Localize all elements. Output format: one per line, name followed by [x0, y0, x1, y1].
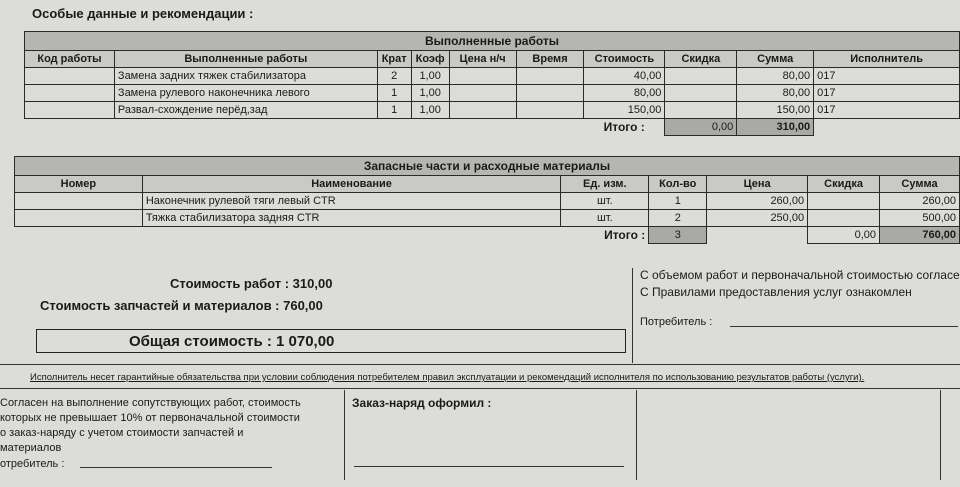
footer-consumer-label: отребитель : — [0, 458, 65, 470]
work-price-nh — [449, 68, 516, 85]
part-discount — [808, 193, 880, 210]
parts-total-label-spacer — [15, 227, 561, 244]
part-price: 250,00 — [707, 210, 808, 227]
part-qty: 2 — [649, 210, 707, 227]
work-discount — [665, 68, 737, 85]
footer-consumer-signature-line — [80, 467, 272, 468]
col-price-nh: Цена н/ч — [449, 51, 516, 68]
footer-divider — [344, 390, 345, 480]
part-qty: 1 — [649, 193, 707, 210]
work-discount — [665, 102, 737, 119]
agree-line: материалов — [0, 442, 62, 454]
table-row — [25, 68, 960, 85]
part-unit: шт. — [561, 210, 649, 227]
table-row — [25, 85, 960, 102]
work-koef: 1,00 — [411, 102, 449, 119]
part-unit: шт. — [561, 193, 649, 210]
col-discount: Скидка — [665, 51, 737, 68]
work-price-nh — [449, 85, 516, 102]
work-code — [25, 85, 115, 102]
parts-cost-summary: Стоимость запчастей и материалов : 760,00 — [40, 298, 323, 313]
work-sum: 80,00 — [737, 85, 814, 102]
consent-line-2: С Правилами предоставления услуг ознакомлен — [640, 285, 912, 299]
work-time — [516, 68, 584, 85]
part-sum: 500,00 — [880, 210, 960, 227]
work-koef: 1,00 — [411, 85, 449, 102]
footer-divider — [940, 390, 941, 480]
col-work-code: Код работы — [25, 51, 115, 68]
work-discount — [665, 85, 737, 102]
work-krat: 1 — [377, 85, 411, 102]
work-code — [25, 102, 115, 119]
order-issued-label: Заказ-наряд оформил : — [352, 396, 492, 410]
work-time — [516, 85, 584, 102]
col-cost: Стоимость — [584, 51, 665, 68]
col-sum: Сумма — [737, 51, 814, 68]
work-name: Замена рулевого наконечника левого — [114, 85, 377, 102]
footer-divider — [636, 390, 637, 480]
col-unit: Ед. изм. — [561, 176, 649, 193]
col-price: Цена — [707, 176, 808, 193]
work-krat: 1 — [377, 102, 411, 119]
parts-total-label: Итого : — [604, 228, 646, 243]
part-name: Наконечник рулевой тяги левый CTR — [142, 193, 561, 210]
section-divider — [0, 388, 960, 389]
agree-line: которых не превышает 10% от первоначальной стоимости — [0, 412, 300, 424]
col-part-discount: Скидка — [808, 176, 880, 193]
works-band-title: Выполненные работы — [25, 32, 960, 51]
col-qty: Кол-во — [649, 176, 707, 193]
work-code — [25, 68, 115, 85]
parts-total-discount: 0,00 — [808, 227, 880, 244]
parts-band-title: Запасные части и расходные материалы — [15, 157, 960, 176]
col-executor: Исполнитель — [814, 51, 960, 68]
table-row — [25, 102, 960, 119]
work-koef: 1,00 — [411, 68, 449, 85]
consent-line-1: С объемом работ и первоначальной стоимостью согласе — [640, 268, 960, 282]
part-sum: 260,00 — [880, 193, 960, 210]
work-cost: 80,00 — [584, 85, 665, 102]
agree-line: Согласен на выполнение сопутствующих работ, стоимость — [0, 397, 301, 409]
consent-divider — [632, 268, 633, 363]
table-row — [15, 193, 960, 210]
work-name: Развал-схождение перёд,зад — [114, 102, 377, 119]
warranty-text: Исполнитель несет гарантийные обязательства при условии соблюдения потребителем правил эксплуатации и рекомендаций исполнителя по использованию результатов работы (услуги). — [30, 372, 865, 383]
col-time: Время — [516, 51, 584, 68]
part-name: Тяжка стабилизатора задняя CTR — [142, 210, 561, 227]
col-work-name: Выполненные работы — [114, 51, 377, 68]
section-divider — [0, 364, 960, 365]
work-executor: 017 — [814, 85, 960, 102]
part-discount — [808, 210, 880, 227]
col-krat: Крат — [377, 51, 411, 68]
works-total-sum: 310,00 — [737, 119, 814, 136]
work-sum: 80,00 — [737, 68, 814, 85]
col-part-number: Номер — [15, 176, 143, 193]
work-cost: 150,00 — [584, 102, 665, 119]
agree-line: о заказ-наряду с учетом стоимости запчастей и — [0, 427, 244, 439]
order-signature-line — [354, 466, 624, 467]
col-part-sum: Сумма — [880, 176, 960, 193]
col-koef: Коэф — [411, 51, 449, 68]
parts-table — [14, 156, 960, 244]
work-executor: 017 — [814, 68, 960, 85]
work-cost-summary: Стоимость работ : 310,00 — [170, 276, 333, 291]
parts-total-sum: 760,00 — [880, 227, 960, 244]
work-cost: 40,00 — [584, 68, 665, 85]
col-part-name: Наименование — [142, 176, 561, 193]
work-name: Замена задних тяжек стабилизатора — [114, 68, 377, 85]
work-krat: 2 — [377, 68, 411, 85]
consumer-signature-line — [730, 326, 958, 327]
part-number — [15, 193, 143, 210]
grand-total: Общая стоимость : 1 070,00 — [36, 329, 626, 353]
consumer-label: Потребитель : — [640, 316, 713, 328]
part-number — [15, 210, 143, 227]
work-executor: 017 — [814, 102, 960, 119]
work-sum: 150,00 — [737, 102, 814, 119]
table-row — [15, 210, 960, 227]
works-table — [24, 31, 960, 136]
parts-total-qty: 3 — [649, 227, 707, 244]
works-total-label: Итого : — [603, 120, 645, 135]
work-price-nh — [449, 102, 516, 119]
work-time — [516, 102, 584, 119]
part-price: 260,00 — [707, 193, 808, 210]
works-total-discount: 0,00 — [665, 119, 737, 136]
page-title: Особые данные и рекомендации : — [32, 6, 254, 21]
